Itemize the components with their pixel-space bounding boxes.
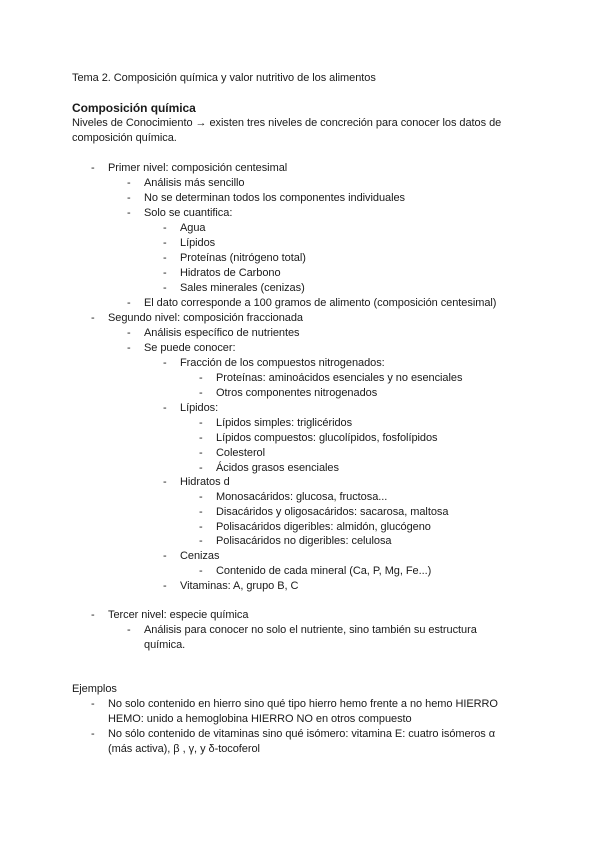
list-item: Polisacáridos digeribles: almidón, glucógeno (216, 521, 431, 533)
bullet-dash: - (91, 728, 95, 740)
bullet-dash: - (199, 372, 203, 384)
bullet-dash: - (163, 267, 167, 279)
list-item: Lípidos (180, 237, 216, 249)
bullet-dash: - (127, 624, 131, 636)
bullet-dash: - (163, 282, 167, 294)
list-item: Lípidos simples: triglicéridos (216, 417, 353, 429)
list-item: Ácidos grasos esenciales (216, 462, 339, 474)
bullet-dash: - (163, 357, 167, 369)
list-item: Monosacáridos: glucosa, fructosa... (216, 491, 388, 503)
list-item: Disacáridos y oligosacáridos: sacarosa, maltosa (216, 506, 449, 518)
bullet-dash: - (127, 177, 131, 189)
bullet-dash: - (199, 491, 203, 503)
list-item: Agua (180, 222, 206, 234)
list-item-continuation: química. (144, 639, 186, 651)
list-item: Lípidos: (180, 402, 219, 414)
example-item: No solo contenido en hierro sino qué tipo hierro hemo frente a no hemo HIERRO (108, 698, 498, 710)
bullet-dash: - (91, 609, 95, 621)
bullet-dash: - (163, 476, 167, 488)
list-item: Análisis más sencillo (144, 177, 245, 189)
list-item: Solo se cuantifica: (144, 207, 233, 219)
bullet-dash: - (163, 402, 167, 414)
list-item: Sales minerales (cenizas) (180, 282, 305, 294)
document-title: Tema 2. Composición química y valor nutritivo de los alimentos (72, 72, 376, 84)
examples-heading: Ejemplos (72, 683, 117, 695)
level-third-label: Tercer nivel: especie química (108, 609, 249, 621)
bullet-dash: - (127, 327, 131, 339)
section-heading: Composición química (72, 101, 196, 115)
list-item: Proteínas (nitrógeno total) (180, 252, 306, 264)
bullet-dash: - (199, 535, 203, 547)
list-item: Otros componentes nitrogenados (216, 387, 378, 399)
list-item: Cenizas (180, 550, 220, 562)
list-item: Análisis específico de nutrientes (144, 327, 300, 339)
bullet-dash: - (199, 432, 203, 444)
list-item: Análisis para conocer no solo el nutriente, sino también su estructura (144, 624, 477, 636)
intro-line-1: Niveles de Conocimiento → existen tres niveles de concreción para conocer los datos de (72, 117, 502, 129)
level-first-label: Primer nivel: composición centesimal (108, 162, 288, 174)
list-item: Vitaminas: A, grupo B, C (180, 580, 299, 592)
bullet-dash: - (199, 521, 203, 533)
example-item-continuation: (más activa), β , γ, y δ-tocoferol (108, 743, 260, 755)
bullet-dash: - (199, 417, 203, 429)
bullet-dash: - (199, 447, 203, 459)
bullet-dash: - (199, 387, 203, 399)
list-item: Lípidos compuestos: glucolípidos, fosfolípidos (216, 432, 438, 444)
list-item: Fracción de los compuestos nitrogenados: (180, 357, 385, 369)
level-second-label: Segundo nivel: composición fraccionada (108, 312, 303, 324)
list-item: Polisacáridos no digeribles: celulosa (216, 535, 392, 547)
example-item-continuation: HEMO: unido a hemoglobina HIERRO NO en otros compuesto (108, 713, 412, 725)
bullet-dash: - (91, 312, 95, 324)
list-item: Colesterol (216, 447, 266, 459)
bullet-dash: - (127, 192, 131, 204)
list-item: El dato corresponde a 100 gramos de alimento (composición centesimal) (144, 297, 497, 309)
list-item: No se determinan todos los componentes individuales (144, 192, 405, 204)
bullet-dash: - (163, 580, 167, 592)
intro-line-2: composición química. (72, 132, 177, 144)
bullet-dash: - (199, 462, 203, 474)
bullet-dash: - (163, 550, 167, 562)
bullet-dash: - (199, 565, 203, 577)
bullet-dash: - (127, 297, 131, 309)
list-item: Hidratos de Carbono (180, 267, 281, 279)
example-item: No sólo contenido de vitaminas sino qué isómero: vitamina E: cuatro isómeros α (108, 728, 496, 740)
bullet-dash: - (91, 162, 95, 174)
list-item: Contenido de cada mineral (Ca, P, Mg, Fe...) (216, 565, 432, 577)
bullet-dash: - (163, 237, 167, 249)
list-item: Hidratos d (180, 476, 230, 488)
bullet-dash: - (127, 342, 131, 354)
list-item: Proteínas: aminoácidos esenciales y no esenciales (216, 372, 463, 384)
bullet-dash: - (127, 207, 131, 219)
bullet-dash: - (163, 222, 167, 234)
bullet-dash: - (91, 698, 95, 710)
bullet-dash: - (163, 252, 167, 264)
bullet-dash: - (199, 506, 203, 518)
list-item: Se puede conocer: (144, 342, 236, 354)
